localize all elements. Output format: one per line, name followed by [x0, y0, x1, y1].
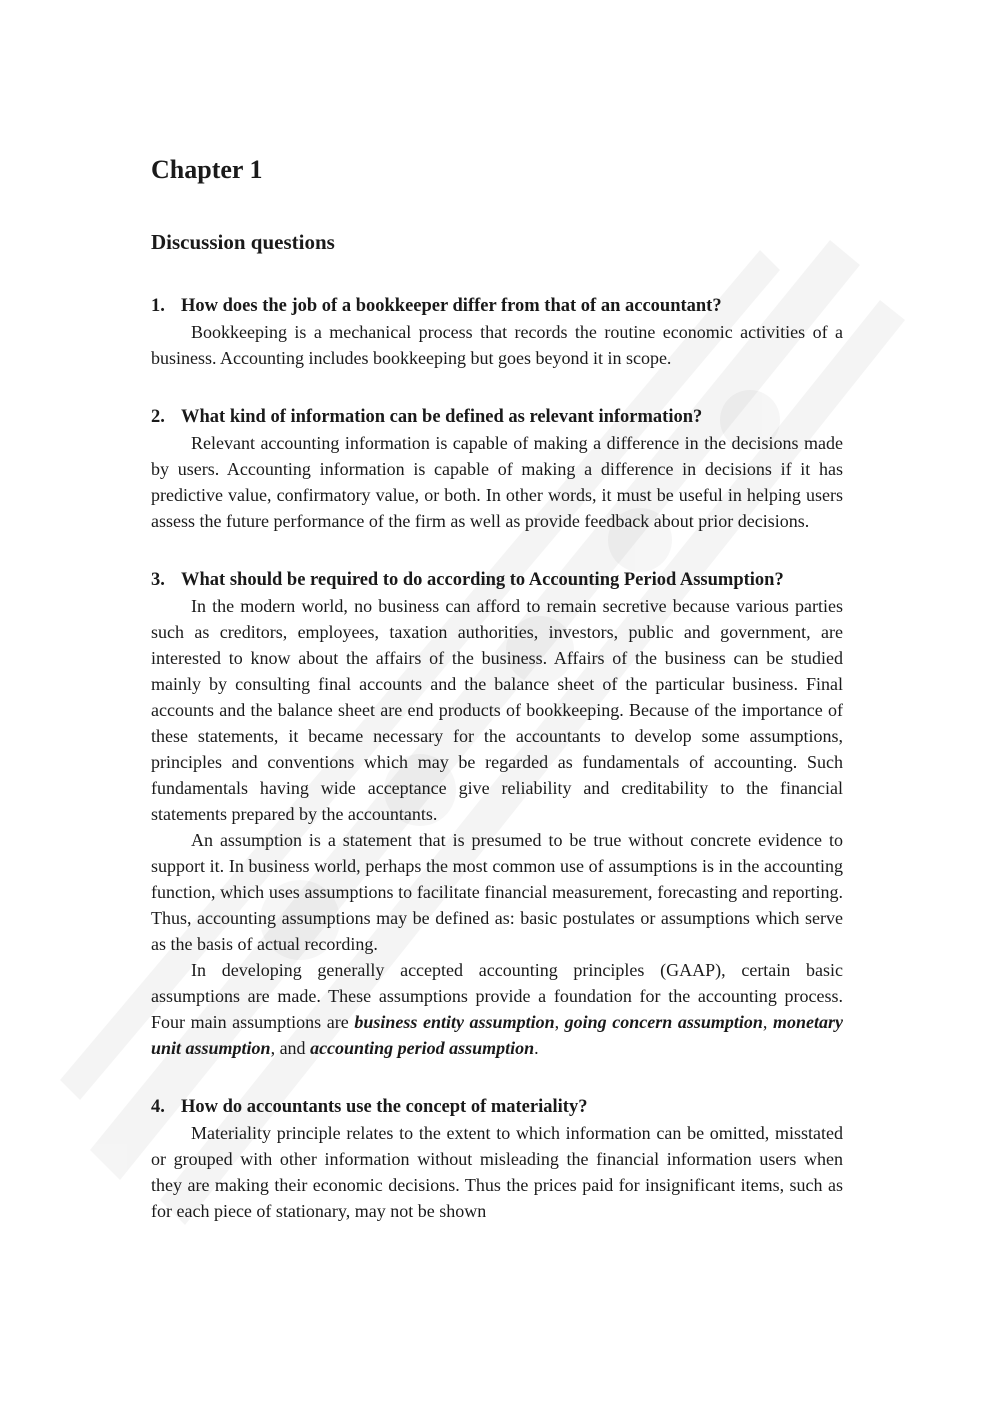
answer-paragraph-assumptions [151, 957, 843, 1061]
question-heading [151, 404, 843, 430]
term-accounting-period: accounting period assumption [310, 1038, 535, 1058]
question-4 [151, 1094, 843, 1224]
separator: , [554, 1012, 565, 1032]
question-number: 1. [151, 296, 165, 316]
question-text: How do accountants use the concept of materiality? [181, 1097, 588, 1117]
term-going-concern: going concern assumption [564, 1012, 763, 1032]
paragraph-lead: In developing generally accepted accounting principles (GAAP), certain basic assumptions are made. These assumptions provide a foundation for the accounting process. Four main assumptions are [151, 960, 843, 1032]
question-number: 2. [151, 407, 165, 427]
answer-paragraph: Bookkeeping is a mechanical process that records the routine economic activities of a business. Accounting includes bookkeeping but goes beyond it in scope. [151, 322, 843, 368]
answer-paragraph: Materiality principle relates to the extent to which information can be omitted, misstated or grouped with other information without misleading the financial information users when they are making their economic decisions. Thus the prices paid for insignificant items, such as for each piece of stationary, may not be shown [151, 1123, 843, 1221]
question-number: 4. [151, 1097, 165, 1117]
question-text: What should be required to do according to Accounting Period Assumption? [181, 570, 784, 590]
answer-paragraph: In the modern world, no business can afford to remain secretive because various parties such as creditors, employees, taxation authorities, investors, public and government, are interested to know about the affairs of the business. Affairs of the business can be studied mainly by consulting final accounts and the balance sheet of the particular business. Final accounts and the balance sheet are end products of bookkeeping. Because of the importance of these statements, it became necessary for the accountants to develop some assumptions, principles and conventions which may be regarded as fundamentals of accounting. Such fundamentals having wide acceptance give reliability and creditability to the financial statements prepared by the accountants. [151, 596, 843, 824]
question-3 [151, 567, 843, 1061]
question-heading [151, 1094, 843, 1120]
section-title: Discussion questions [151, 230, 335, 254]
question-number: 3. [151, 570, 165, 590]
question-1 [151, 293, 843, 371]
answer-paragraph: An assumption is a statement that is presumed to be true without concrete evidence to support it. In business world, perhaps the most common use of assumptions is in the accounting function, which uses assumptions to facilitate financial measurement, forecasting and reporting. Thus, accounting assumptions may be defined as: basic postulates or assumptions which serve as the basis of actual recording. [151, 830, 843, 954]
answer-paragraph: Relevant accounting information is capable of making a difference in the decisions made by users. Accounting information is capable of making a difference in decisions if it has predictive value, confirmatory value, or both. In other words, it must be useful in helping users assess the future performance of the firm as well as provide feedback about prior decisions. [151, 433, 843, 531]
separator: , [762, 1012, 773, 1032]
content-area [151, 150, 843, 1224]
term-monetary-unit: monetary unit assumption [151, 1012, 843, 1058]
separator: , and [270, 1038, 311, 1058]
question-2 [151, 404, 843, 534]
question-heading [151, 293, 843, 319]
chapter-title: Chapter 1 [151, 155, 263, 184]
question-heading [151, 567, 843, 593]
paragraph-end: . [534, 1038, 539, 1058]
question-text: What kind of information can be defined as relevant information? [181, 407, 703, 427]
term-business-entity: business entity assumption [354, 1012, 555, 1032]
question-text: How does the job of a bookkeeper differ from that of an accountant? [181, 296, 722, 316]
